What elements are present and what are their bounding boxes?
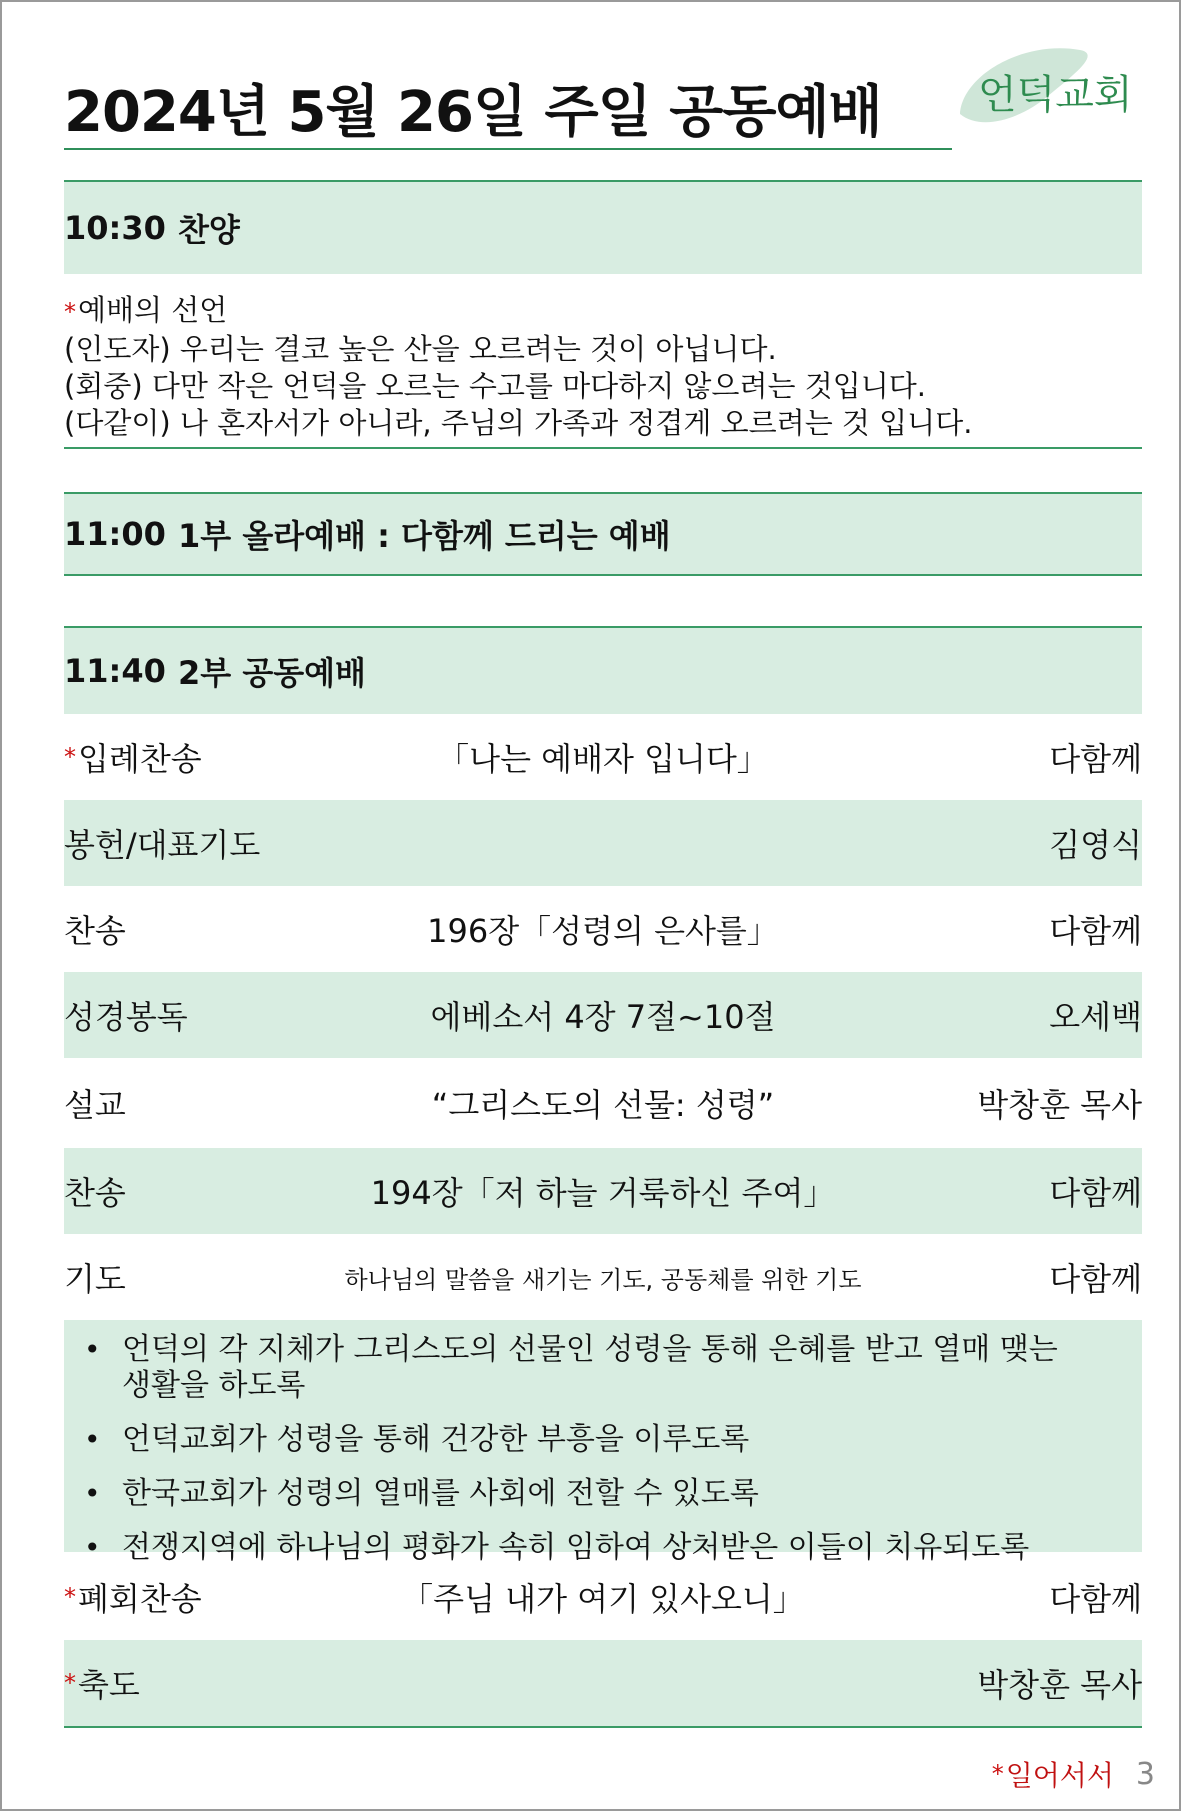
bullet-icon: • [84,1531,101,1564]
order-item-content: “그리스도의 선물: 성령” [431,1086,775,1124]
section-label: 2부 공동예배 [178,654,366,692]
stand-star: * [64,1583,76,1611]
section-1140 [64,626,1142,714]
prayer-list [64,1320,1142,1565]
section-time: 11:40 [64,652,166,690]
order-item-name [64,1554,202,1640]
order-item-content [264,800,942,886]
section-label: 1부 올라예배 : 다함께 드리는 예배 [178,517,671,555]
section-time: 11:00 [64,515,166,553]
page-title: 2024년 5월 26일 주일 공동예배 [64,80,882,145]
order-row [64,1554,1142,1640]
order-item-leader: 다함께 [1049,912,1142,950]
section-1100 [64,492,1142,576]
order-item-name-text: 폐회찬송 [78,1580,202,1618]
stand-note: 일어서서 [1005,1759,1114,1792]
call-line-all: (다같이) 나 혼자서가 아니라, 주님의 가족과 정겹게 오르려는 것 입니다. [64,406,973,440]
order-item-content: 에베소서 4장 7절~10절 [430,998,776,1036]
stand-star: * [64,298,76,326]
section-time: 10:30 [64,209,166,247]
order-row [64,1640,1142,1726]
order-item-content [264,1640,942,1726]
order-item-content: 194장「저 하늘 거룩하신 주여」 [370,1174,836,1212]
order-row [64,1060,1142,1146]
order-item-content: 「나는 예배자 입니다」 [437,740,769,778]
list-item [64,1422,1142,1458]
bullet-icon: • [84,1477,101,1510]
bullet-icon: • [84,1333,101,1366]
order-item-content: 196장「성령의 은사를」 [427,912,779,950]
order-row [64,886,1142,972]
order-row [64,800,1142,886]
prayer-text: 언덕교회가 성령을 통해 건강한 부흥을 이루도록 [122,1422,750,1457]
order-item-name: 설교 [64,1086,126,1124]
order-item-leader: 박창훈 목사 [977,1666,1142,1704]
order-row [64,972,1142,1058]
call-title-text: 예배의 선언 [78,293,228,327]
call-line-leader: (인도자) 우리는 결코 높은 산을 오르려는 것이 아닙니다. [64,332,777,366]
order-item-name: 봉헌/대표기도 [64,826,261,864]
logo-graphic [952,36,1152,136]
call-title [64,292,1142,331]
section-label: 찬양 [178,211,240,249]
prayer-text: 한국교회가 성령의 열매를 사회에 전할 수 있도록 [122,1476,759,1511]
order-item-name [64,714,202,800]
bullet-icon: • [84,1423,101,1456]
order-item-content: 하나님의 말씀을 새기는 기도, 공동체를 위한 기도 [344,1265,862,1294]
order-row [64,714,1142,800]
order-row [64,1148,1142,1234]
order-item-leader: 오세백 [1049,998,1142,1036]
stand-star: * [64,1669,76,1697]
divider [64,447,1142,449]
page-number: 3 [1135,1756,1155,1792]
prayer-text: 전쟁지역에 하나님의 평화가 속히 임하여 상처받은 이들이 치유되도록 [122,1530,1030,1565]
order-item-name-text: 입례찬송 [78,740,202,778]
prayer-text: 언덕의 각 지체가 그리스도의 선물인 성령을 통해 은혜를 받고 열매 맺는 생활을 하도록 [122,1332,1058,1403]
order-item-name: 찬송 [64,1174,126,1212]
order-item-leader: 다함께 [1049,1260,1142,1298]
order-item-leader: 다함께 [1049,1580,1142,1618]
order-item-name: 성경봉독 [64,998,188,1036]
divider [64,1726,1142,1728]
order-item-name: 찬송 [64,912,126,950]
order-item-leader: 다함께 [1049,1174,1142,1212]
section-1030 [64,180,1142,274]
order-item-leader: 다함께 [1049,740,1142,778]
church-logo [952,36,1152,136]
stand-star: * [991,1760,1004,1788]
order-item-name [64,1640,140,1726]
order-item-leader: 김영식 [1049,826,1142,864]
order-item-content: 「주님 내가 여기 있사오니」 [401,1580,805,1618]
stand-star: * [64,743,76,771]
order-item-name-text: 축도 [78,1666,140,1704]
order-item-leader: 박창훈 목사 [977,1086,1142,1124]
list-item [64,1476,1142,1512]
call-line-congregation: (회중) 다만 작은 언덕을 오르는 수고를 마다하지 않으려는 것입니다. [64,369,926,403]
call-to-worship [64,292,1142,442]
title-underline [64,148,952,150]
list-item [64,1332,1142,1404]
footer [992,1754,1155,1794]
logo-text: 언덕교회 [978,72,1133,118]
order-row [64,1234,1142,1320]
order-item-name: 기도 [64,1260,126,1298]
